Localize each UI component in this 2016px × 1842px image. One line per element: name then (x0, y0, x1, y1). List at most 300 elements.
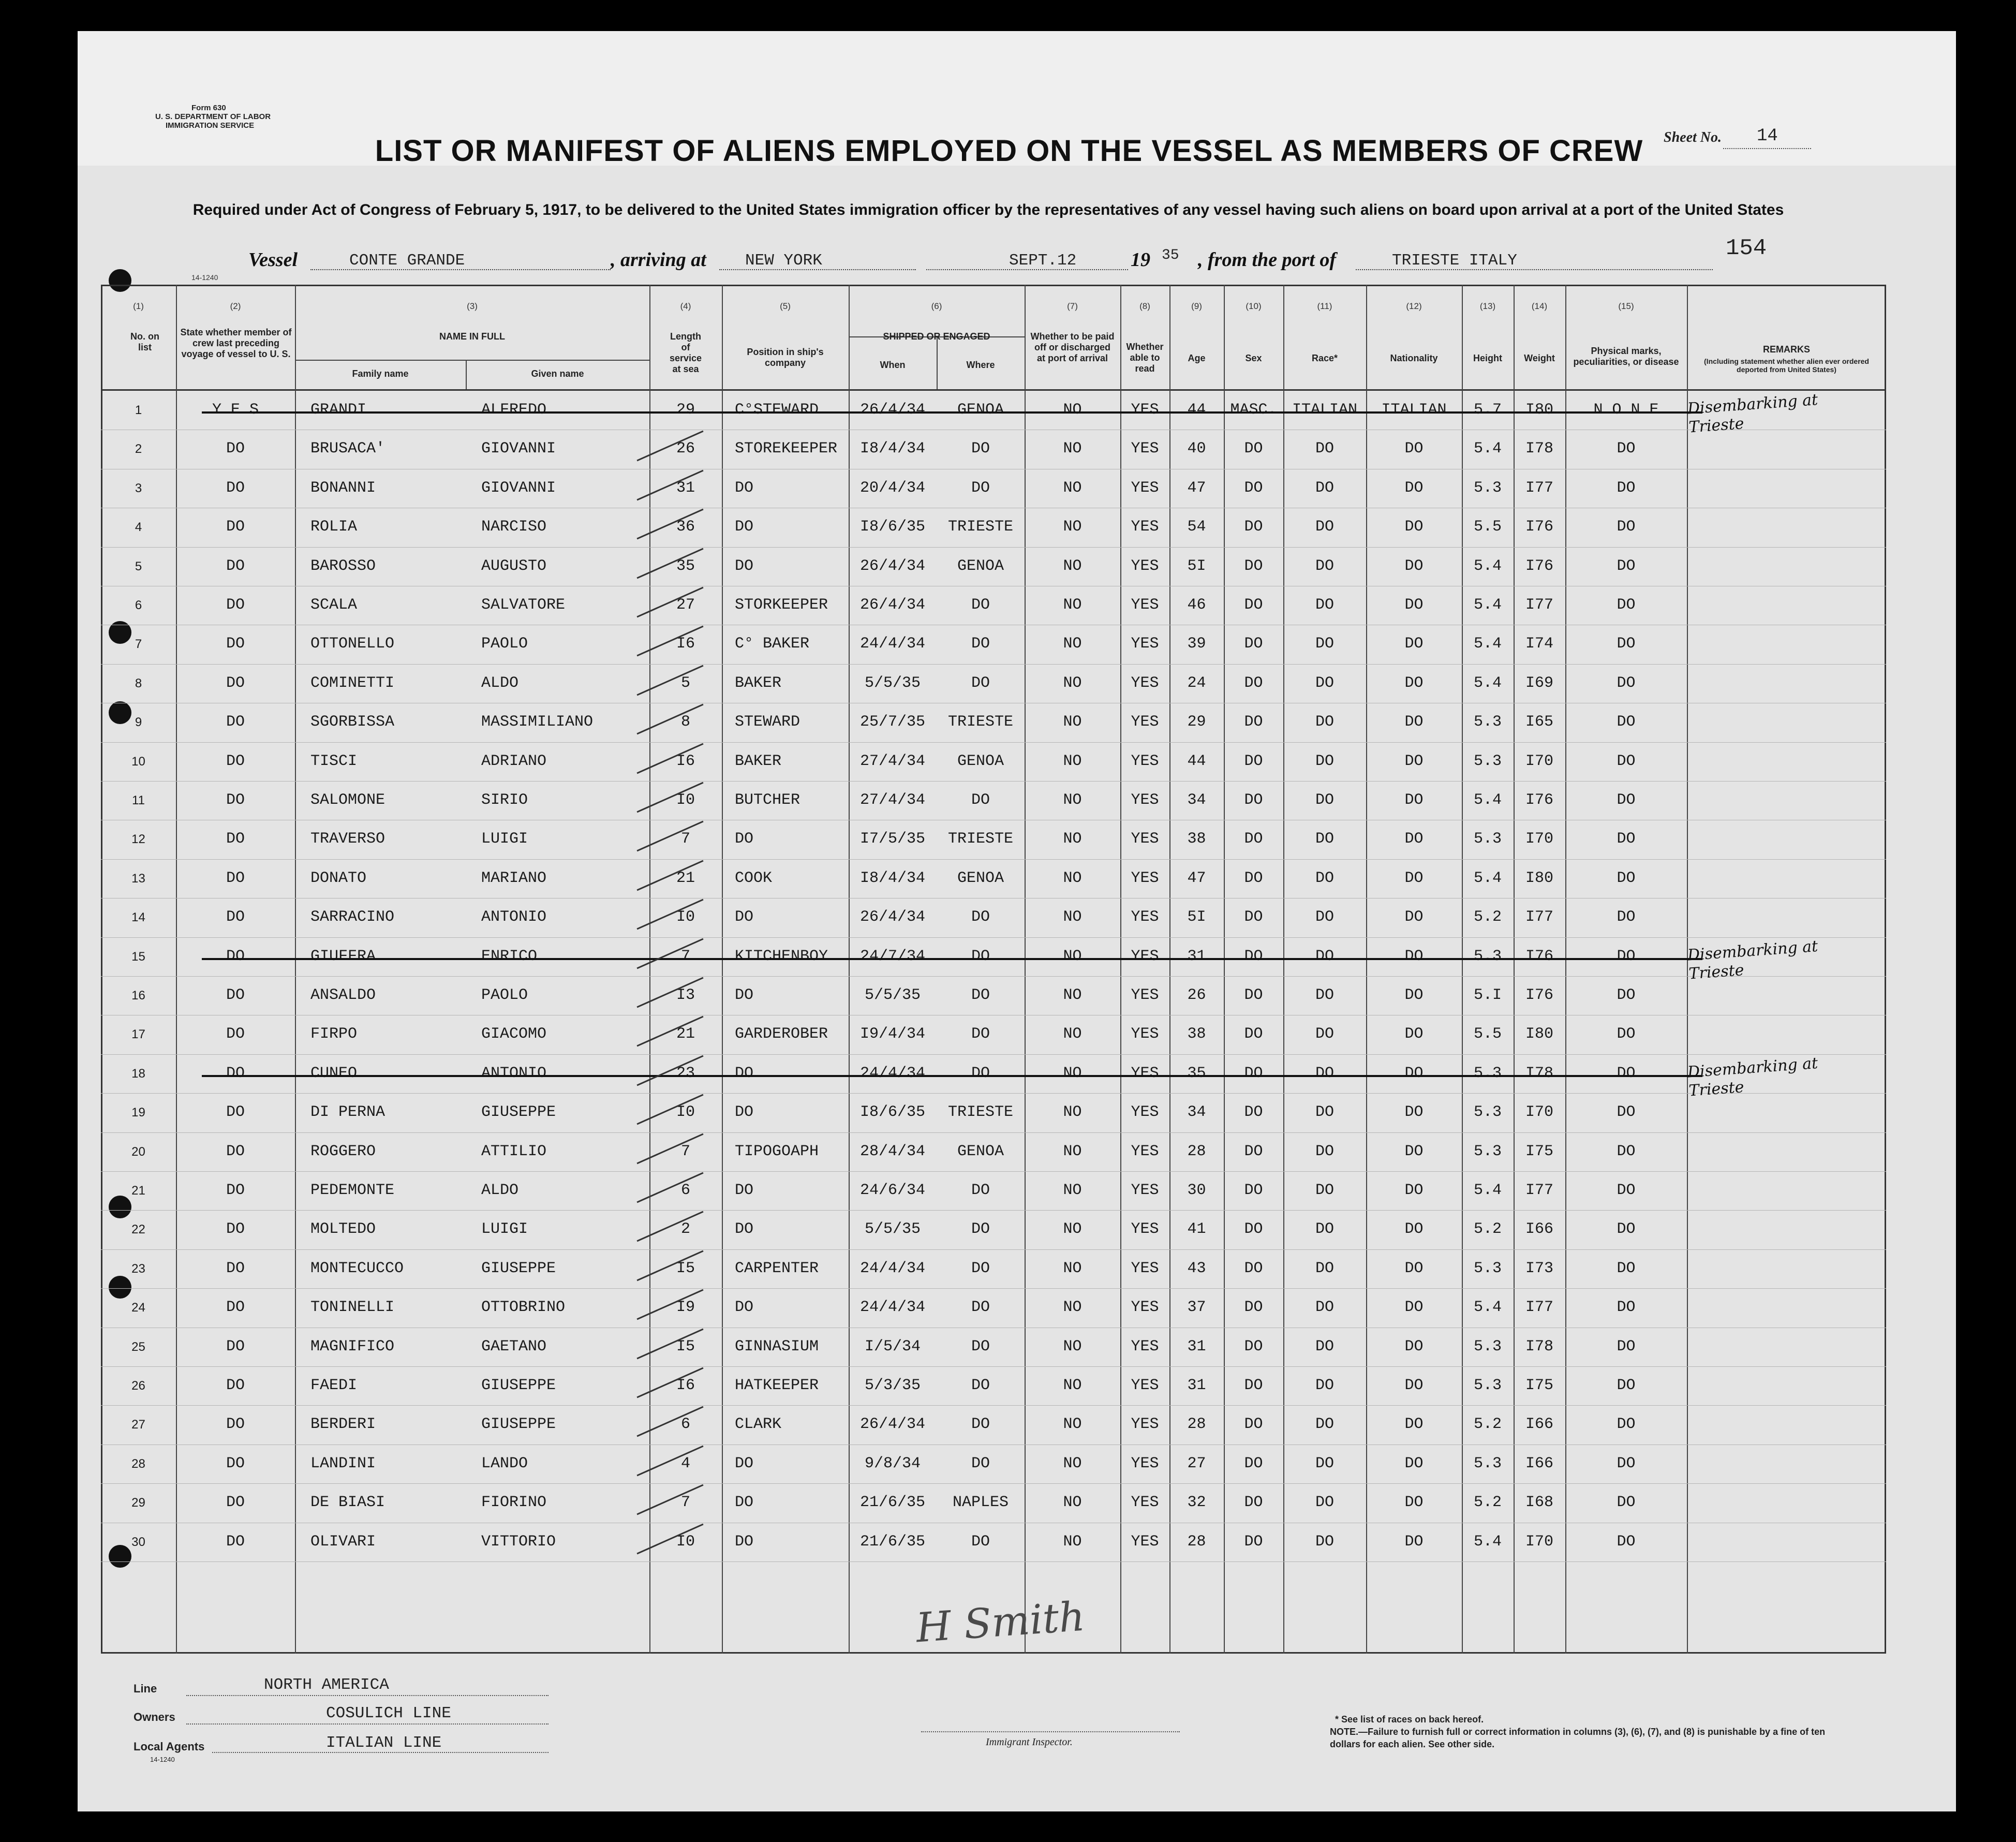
sex-cell: DO (1244, 830, 1263, 848)
paid-off-cell: NO (1063, 1064, 1082, 1082)
position-cell: DO (735, 1220, 754, 1239)
given-name-cell: GIOVANNI (481, 440, 556, 458)
position-cell: DO (735, 557, 754, 575)
able-to-read-cell: YES (1131, 1182, 1159, 1199)
row-number-cell: 6 (135, 598, 142, 612)
physical-marks-cell: DO (1617, 1220, 1636, 1239)
row-number-cell: 3 (135, 481, 142, 495)
position-cell: DO (735, 908, 754, 926)
position-cell: KITCHENBOY (735, 947, 828, 965)
paid-off-cell: NO (1063, 401, 1082, 419)
physical-marks-cell: DO (1617, 1337, 1636, 1355)
family-name-cell: BERDERI (310, 1416, 376, 1434)
physical-marks-cell: DO (1617, 869, 1636, 887)
able-to-read-cell: YES (1131, 1103, 1159, 1122)
shipped-where-cell: TRIESTE (947, 830, 1014, 848)
position-cell: GINNASIUM (735, 1337, 819, 1355)
able-to-read-cell: YES (1131, 1220, 1159, 1239)
row-divider (101, 1210, 1886, 1211)
able-to-read-cell: YES (1131, 1454, 1159, 1472)
family-name-cell: LANDINI (310, 1454, 376, 1472)
weight-cell: I68 (1525, 1494, 1553, 1512)
race-cell: DO (1315, 752, 1334, 770)
arrival-date: SEPT.12 (1009, 252, 1077, 270)
position-cell: CARPENTER (735, 1259, 819, 1277)
row-divider (101, 742, 1886, 743)
nationality-cell: DO (1404, 830, 1424, 848)
age-cell: 35 (1187, 1064, 1206, 1082)
shipped-when-cell: 5/5/35 (864, 1220, 921, 1239)
given-name-cell: GIUSEPPE (481, 1259, 556, 1277)
race-cell: DO (1315, 1416, 1334, 1434)
shipped-where-cell: GENOA (957, 401, 1004, 419)
col12-number: (12) (1406, 301, 1422, 311)
shipped-where-cell: DO (971, 1182, 990, 1199)
col6-number: (6) (931, 301, 942, 311)
row-number-cell: 7 (135, 637, 142, 652)
sex-cell: DO (1244, 674, 1263, 692)
paid-off-cell: NO (1063, 1299, 1082, 1317)
family-name-cell: DI PERNA (310, 1103, 386, 1122)
shipped-where-cell: TRIESTE (947, 518, 1014, 536)
previous-voyage-cell: DO (226, 752, 245, 770)
previous-voyage-cell: DO (226, 1416, 245, 1434)
shipped-where-cell: DO (971, 1337, 990, 1355)
strikethrough-line (202, 1075, 1702, 1077)
header-paid-off: Whether to be paid off or discharged at port of arrival (1030, 331, 1115, 363)
physical-marks-cell: DO (1617, 908, 1636, 926)
sex-cell: DO (1244, 1416, 1263, 1434)
age-cell: 38 (1187, 830, 1206, 848)
previous-voyage-cell: DO (226, 1025, 245, 1043)
previous-voyage-cell: DO (226, 947, 245, 965)
height-cell: 5.3 (1473, 947, 1502, 965)
paid-off-cell: NO (1063, 1377, 1082, 1394)
row-number-cell: 22 (131, 1222, 145, 1237)
shipped-when-cell: 5/3/35 (864, 1377, 921, 1394)
shipped-when-cell: 24/4/34 (859, 1299, 926, 1317)
shipped-where-cell: GENOA (957, 557, 1004, 575)
race-cell: DO (1315, 479, 1334, 497)
race-cell: DO (1315, 1064, 1334, 1082)
shipped-where-cell: DO (971, 1259, 990, 1277)
nationality-cell: DO (1404, 1532, 1424, 1551)
footer-note (1330, 1713, 1847, 1750)
remark-handwritten: Disembarking at Trieste (1686, 937, 1819, 983)
age-cell: 24 (1187, 674, 1206, 692)
height-cell: 5.4 (1473, 674, 1502, 692)
nationality-cell: DO (1404, 1454, 1424, 1472)
race-cell: ITALIAN (1292, 401, 1358, 419)
service-length-cell: 7 (680, 947, 690, 965)
strikethrough-line (202, 411, 1702, 414)
shipped-when-cell: 24/6/34 (859, 1182, 926, 1199)
given-name-cell: ALDO (481, 674, 519, 692)
physical-marks-cell: DO (1617, 830, 1636, 848)
col2-number: (2) (230, 301, 241, 311)
age-cell: 31 (1187, 1337, 1206, 1355)
given-name-cell: AUGUSTO (481, 557, 547, 575)
previous-voyage-cell: DO (226, 713, 245, 731)
height-cell: 5.3 (1473, 1454, 1502, 1472)
previous-voyage-cell: DO (226, 1220, 245, 1239)
nationality-cell: DO (1404, 1220, 1424, 1239)
race-cell: DO (1315, 869, 1334, 887)
date-underline (926, 269, 1128, 270)
family-name-cell: TISCI (310, 752, 358, 770)
physical-marks-cell: N O N E (1593, 401, 1659, 419)
row-divider (101, 664, 1886, 665)
family-name-cell: ANSALDO (310, 986, 376, 1004)
race-cell: DO (1315, 713, 1334, 731)
family-name-cell: MAGNIFICO (310, 1337, 395, 1355)
family-name-cell: COMINETTI (310, 674, 395, 692)
family-name-cell: GIUFFRA (310, 947, 376, 965)
shipped-where-cell: DO (971, 1532, 990, 1551)
shipped-where-cell: GENOA (957, 752, 1004, 770)
race-cell: DO (1315, 791, 1334, 809)
physical-marks-cell: DO (1617, 752, 1636, 770)
paid-off-cell: NO (1063, 1142, 1082, 1160)
physical-marks-cell: DO (1617, 479, 1636, 497)
inspector-line (921, 1731, 1180, 1732)
position-cell: BAKER (735, 674, 782, 692)
able-to-read-cell: YES (1131, 869, 1159, 887)
weight-cell: I75 (1525, 1142, 1553, 1160)
col4-number: (4) (680, 301, 691, 311)
race-cell: DO (1315, 1454, 1334, 1472)
arrival-year: 35 (1162, 247, 1179, 263)
paid-off-cell: NO (1063, 479, 1082, 497)
shipped-when-cell: 5/5/35 (864, 674, 921, 692)
height-cell: 5.4 (1473, 791, 1502, 809)
shipped-when-cell: 24/4/34 (859, 1259, 926, 1277)
service-length-cell: I6 (676, 635, 695, 653)
position-cell: DO (735, 1064, 754, 1082)
age-cell: 54 (1187, 518, 1206, 536)
position-cell: C° BAKER (735, 635, 810, 653)
row-number-cell: 23 (131, 1261, 145, 1276)
weight-cell: I66 (1525, 1454, 1553, 1472)
shipped-when-cell: 24/4/34 (859, 1064, 926, 1082)
paid-off-cell: NO (1063, 1220, 1082, 1239)
height-cell: 5.3 (1473, 1142, 1502, 1160)
service-length-cell: I6 (676, 1377, 695, 1394)
height-cell: 5.3 (1473, 830, 1502, 848)
shipped-where-cell: DO (971, 596, 990, 614)
row-divider (101, 1132, 1886, 1133)
physical-marks-cell: DO (1617, 791, 1636, 809)
family-name-cell: BAROSSO (310, 557, 376, 575)
age-cell: 40 (1187, 440, 1206, 458)
previous-voyage-cell: DO (226, 1259, 245, 1277)
agents-value: ITALIAN LINE (326, 1734, 442, 1752)
nationality-cell: DO (1404, 1259, 1424, 1277)
shipped-where-cell: DO (971, 791, 990, 809)
form-number: Form 630 (191, 104, 226, 112)
previous-voyage-cell: DO (226, 1337, 245, 1355)
position-cell: CLARK (735, 1416, 782, 1434)
age-cell: 27 (1187, 1454, 1206, 1472)
age-cell: 34 (1187, 1103, 1206, 1122)
paid-off-cell: NO (1063, 1494, 1082, 1512)
nationality-cell: DO (1404, 1377, 1424, 1394)
height-cell: 5.3 (1473, 752, 1502, 770)
able-to-read-cell: YES (1131, 947, 1159, 965)
family-name-cell: FAEDI (310, 1377, 358, 1394)
remark-handwritten: Disembarking at Trieste (1686, 1054, 1819, 1100)
inspector-signature: H Smith (914, 1593, 1087, 1652)
physical-marks-cell: DO (1617, 1299, 1636, 1317)
shipped-where-cell: DO (971, 674, 990, 692)
shipped-when-cell: I8/4/34 (859, 869, 926, 887)
row-number-cell: 17 (131, 1027, 145, 1042)
age-cell: 46 (1187, 596, 1206, 614)
shipped-where-cell: DO (971, 1377, 990, 1394)
previous-voyage-cell: DO (226, 1454, 245, 1472)
header-no-on-list: No. on list (130, 331, 159, 352)
sex-cell: MASC. (1230, 401, 1277, 419)
service-length-cell: I0 (676, 791, 695, 809)
shipped-where-cell: DO (971, 1416, 990, 1434)
able-to-read-cell: YES (1131, 1142, 1159, 1160)
position-cell: DO (735, 986, 754, 1004)
shipped-when-cell: 26/4/34 (859, 596, 926, 614)
weight-cell: I66 (1525, 1416, 1553, 1434)
row-number-cell: 10 (131, 754, 145, 769)
previous-voyage-cell: DO (226, 1103, 245, 1122)
family-name-cell: DONATO (310, 869, 367, 887)
sheet-label: Sheet No. (1664, 129, 1722, 145)
weight-cell: I73 (1525, 1259, 1553, 1277)
shipped-where-cell: DO (971, 440, 990, 458)
height-cell: 5.5 (1473, 1025, 1502, 1043)
given-name-cell: MASSIMILIANO (481, 713, 594, 731)
departure-port: TRIESTE ITALY (1392, 252, 1517, 270)
page-subtitle: Required under Act of Congress of February 5, 1917, to be delivered to the United States immigration officer by the representatives of any vessel having such aliens on board upon arrival at a port of the United States (192, 201, 1784, 218)
family-name-cell: MONTECUCCO (310, 1259, 404, 1277)
position-cell: COOK (735, 869, 773, 887)
race-cell: DO (1315, 1182, 1334, 1199)
paid-off-cell: NO (1063, 1416, 1082, 1434)
service-length-cell: 6 (680, 1182, 690, 1199)
height-cell: 5.4 (1473, 440, 1502, 458)
nationality-cell: DO (1404, 1103, 1424, 1122)
position-cell: STORKEEPER (735, 596, 828, 614)
weight-cell: I80 (1525, 869, 1553, 887)
previous-voyage-cell: DO (226, 440, 245, 458)
row-number-cell: 24 (131, 1301, 145, 1315)
row-divider (101, 1366, 1886, 1367)
height-cell: 5.3 (1473, 479, 1502, 497)
service-length-cell: 27 (676, 596, 695, 614)
row-number-cell: 26 (131, 1379, 145, 1393)
row-number-cell: 18 (131, 1066, 145, 1081)
age-cell: 28 (1187, 1532, 1206, 1551)
sex-cell: DO (1244, 518, 1263, 536)
shipped-where-cell: DO (971, 635, 990, 653)
sex-cell: DO (1244, 791, 1263, 809)
height-cell: 5.3 (1473, 1064, 1502, 1082)
row-number-cell: 15 (131, 949, 145, 964)
position-cell: C°STEWARD (735, 401, 819, 419)
previous-voyage-cell: DO (226, 635, 245, 653)
shipped-where-cell: GENOA (957, 869, 1004, 887)
col3-number: (3) (467, 301, 478, 311)
inspector-label: Immigrant Inspector. (986, 1736, 1073, 1748)
sex-cell: DO (1244, 986, 1263, 1004)
weight-cell: I77 (1525, 1182, 1553, 1199)
physical-marks-cell: DO (1617, 1064, 1636, 1082)
age-cell: 37 (1187, 1299, 1206, 1317)
header-physical-marks: Physical marks, peculiarities, or disease (1573, 346, 1679, 367)
paid-off-cell: NO (1063, 947, 1082, 965)
physical-marks-cell: DO (1617, 1142, 1636, 1160)
service-length-cell: I0 (676, 1103, 695, 1122)
row-divider (101, 547, 1886, 548)
column-rule (1687, 285, 1688, 1654)
family-name-cell: BRUSACA' (310, 440, 386, 458)
service-length-cell: 4 (680, 1454, 690, 1472)
weight-cell: I78 (1525, 440, 1553, 458)
race-cell: DO (1315, 1025, 1334, 1043)
family-name-cell: CUNEO (310, 1064, 358, 1082)
age-cell: 44 (1187, 752, 1206, 770)
row-number-cell: 25 (131, 1339, 145, 1354)
able-to-read-cell: YES (1131, 1025, 1159, 1043)
physical-marks-cell: DO (1617, 1182, 1636, 1199)
able-to-read-cell: YES (1131, 1299, 1159, 1317)
sex-cell: DO (1244, 1103, 1263, 1122)
given-name-cell: ALDO (481, 1182, 519, 1199)
given-name-cell: SIRIO (481, 791, 528, 809)
race-cell: DO (1315, 947, 1334, 965)
header-race: Race* (1311, 353, 1338, 363)
given-name-cell: ATTILIO (481, 1142, 547, 1160)
service-length-cell: 2 (680, 1220, 690, 1239)
page-number: 154 (1726, 235, 1767, 261)
height-cell: 5.4 (1473, 635, 1502, 653)
shipped-where-cell: TRIESTE (947, 1103, 1014, 1122)
header-height: Height (1473, 353, 1502, 363)
shipped-when-cell: I/5/34 (864, 1337, 921, 1355)
nationality-cell: DO (1404, 947, 1424, 965)
height-cell: 5.I (1473, 986, 1502, 1004)
owners-underline (186, 1723, 549, 1725)
race-cell: DO (1315, 596, 1334, 614)
service-length-cell: 8 (680, 713, 690, 731)
paid-off-cell: NO (1063, 1103, 1082, 1122)
race-cell: DO (1315, 908, 1334, 926)
given-name-cell: GIACOMO (481, 1025, 547, 1043)
shipped-where-cell: DO (971, 947, 990, 965)
given-name-cell: ANTONIO (481, 1064, 547, 1082)
given-name-cell: GIOVANNI (481, 479, 556, 497)
height-cell: 5.4 (1473, 1299, 1502, 1317)
position-cell: DO (735, 1299, 754, 1317)
height-cell: 5.4 (1473, 869, 1502, 887)
weight-cell: I76 (1525, 518, 1553, 536)
service-length-cell: 21 (676, 1025, 695, 1043)
shipped-where-cell: DO (971, 1025, 990, 1043)
height-cell: 5.4 (1473, 1532, 1502, 1551)
service-length-cell: I0 (676, 908, 695, 926)
shipped-where-cell: DO (971, 986, 990, 1004)
paid-off-cell: NO (1063, 1337, 1082, 1355)
race-cell: DO (1315, 518, 1334, 536)
position-cell: GARDEROBER (735, 1025, 828, 1043)
department: U. S. DEPARTMENT OF LABOR (155, 112, 271, 121)
position-cell: DO (735, 1103, 754, 1122)
paid-off-cell: NO (1063, 1454, 1082, 1472)
row-number-cell: 16 (131, 989, 145, 1003)
row-divider (101, 976, 1886, 977)
service-length-cell: I0 (676, 1532, 695, 1551)
sheet-underline (1723, 148, 1811, 149)
previous-voyage-cell: DO (226, 1142, 245, 1160)
physical-marks-cell: DO (1617, 1532, 1636, 1551)
race-cell: DO (1315, 1259, 1334, 1277)
nationality-cell: DO (1404, 1299, 1424, 1317)
shipped-when-cell: 26/4/34 (859, 908, 926, 926)
height-cell: 5.4 (1473, 596, 1502, 614)
weight-cell: I76 (1525, 986, 1553, 1004)
height-cell: 5.2 (1473, 908, 1502, 926)
row-divider (101, 1288, 1886, 1289)
sex-cell: DO (1244, 596, 1263, 614)
previous-voyage-cell: DO (226, 479, 245, 497)
position-cell: DO (735, 830, 754, 848)
race-cell: DO (1315, 1494, 1334, 1512)
header-subrule (295, 360, 649, 361)
nationality-cell: DO (1404, 1494, 1424, 1512)
arriving-label: , arriving at (611, 249, 706, 271)
weight-cell: I69 (1525, 674, 1553, 692)
family-name-cell: OLIVARI (310, 1532, 376, 1551)
height-cell: 5.3 (1473, 713, 1502, 731)
shipped-when-cell: 26/4/34 (859, 1416, 926, 1434)
row-number-cell: 2 (135, 442, 142, 456)
physical-marks-cell: DO (1617, 1103, 1636, 1122)
nationality-cell: DO (1404, 869, 1424, 887)
age-cell: 28 (1187, 1416, 1206, 1434)
service-length-cell: 29 (676, 401, 695, 419)
given-name-cell: LANDO (481, 1454, 528, 1472)
previous-voyage-cell: DO (226, 1377, 245, 1394)
given-name-cell: ADRIANO (481, 752, 547, 770)
row-number-cell: 28 (131, 1456, 145, 1471)
arriving-underline (719, 269, 916, 270)
family-name-cell: MOLTEDO (310, 1220, 376, 1239)
sex-cell: DO (1244, 1142, 1263, 1160)
given-name-cell: OTTOBRINO (481, 1299, 566, 1317)
shipped-when-cell: I7/5/35 (859, 830, 926, 848)
row-divider (101, 781, 1886, 782)
vessel-underline (310, 269, 611, 270)
race-cell: DO (1315, 1299, 1334, 1317)
row-number-cell: 19 (131, 1106, 145, 1120)
sex-cell: DO (1244, 479, 1263, 497)
service-length-cell: 26 (676, 440, 695, 458)
nationality-cell: DO (1404, 1337, 1424, 1355)
height-cell: 5.2 (1473, 1220, 1502, 1239)
given-name-cell: ENRICO (481, 947, 538, 965)
page-title: LIST OR MANIFEST OF ALIENS EMPLOYED ON THE VESSEL AS MEMBERS OF CREW (375, 134, 1643, 168)
weight-cell: I70 (1525, 830, 1553, 848)
age-cell: 44 (1187, 401, 1206, 419)
age-cell: 29 (1187, 713, 1206, 731)
nationality-cell: DO (1404, 518, 1424, 536)
